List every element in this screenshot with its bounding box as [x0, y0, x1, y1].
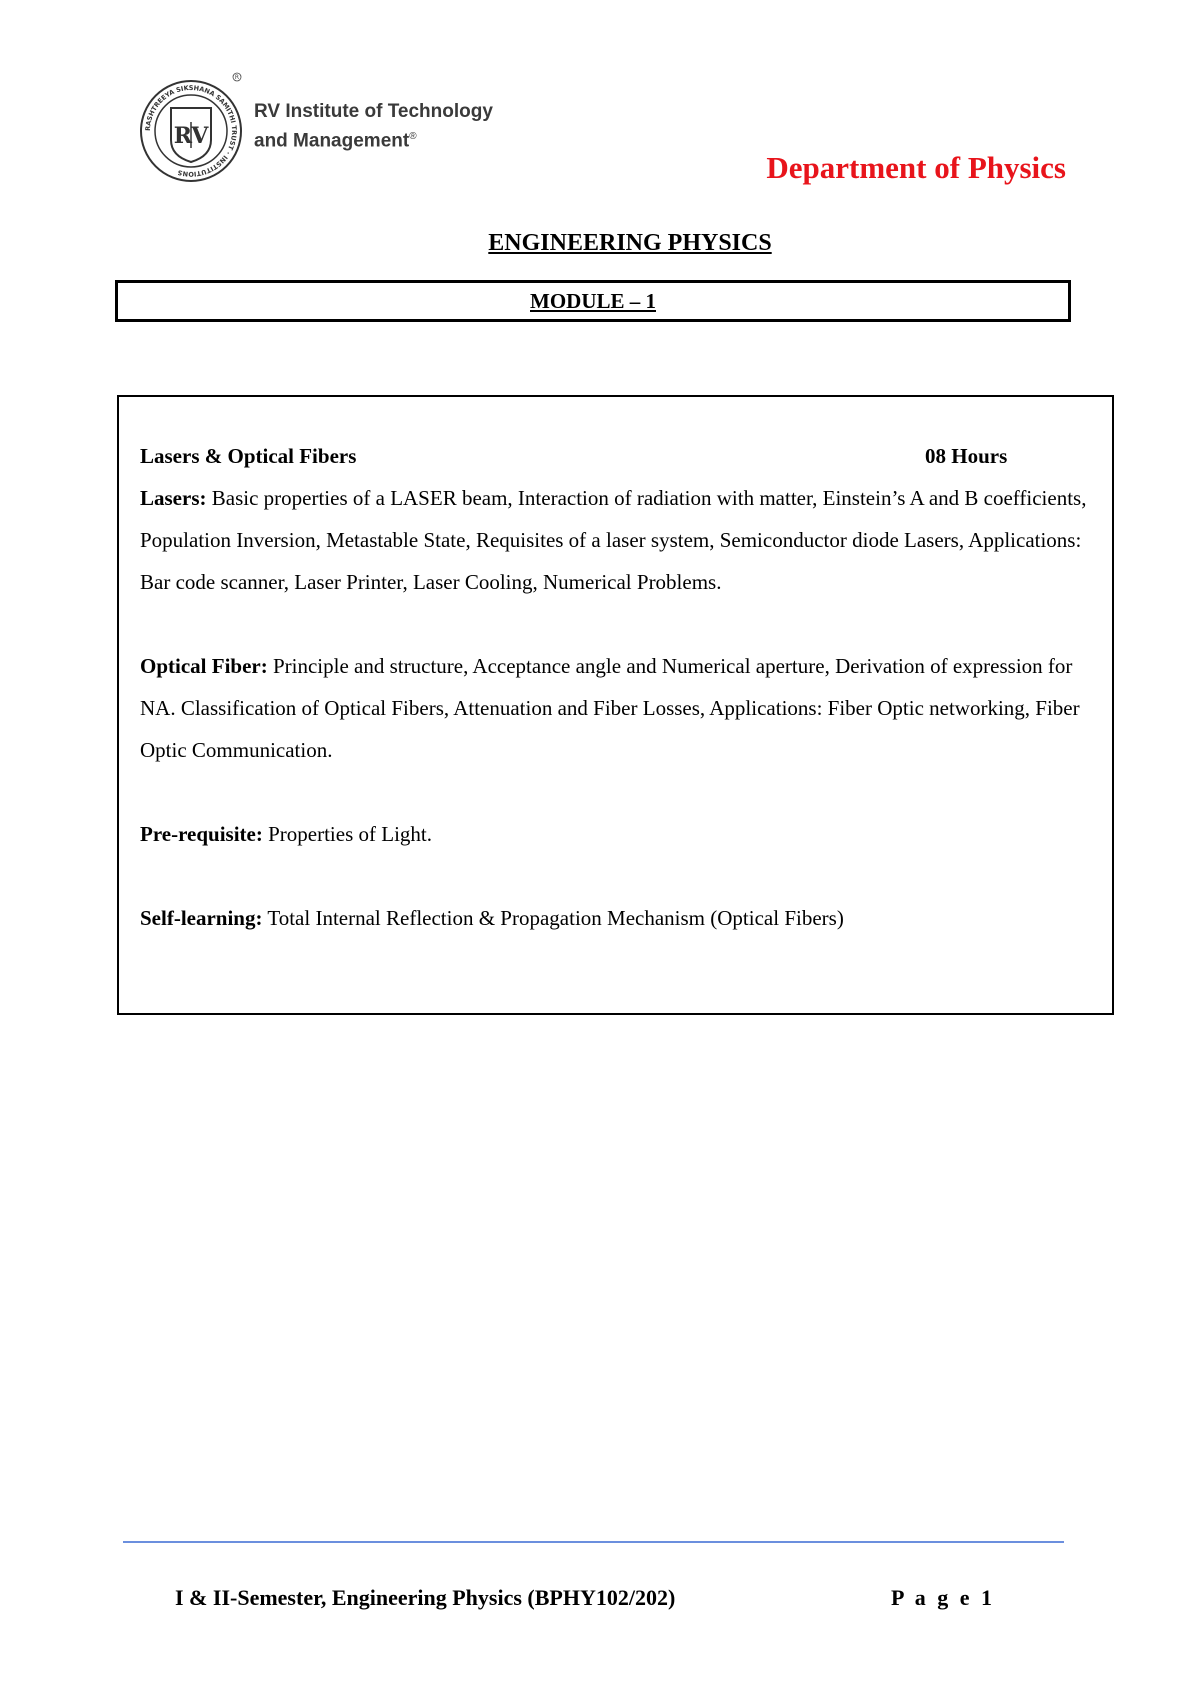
- prerequisite-paragraph: [140, 813, 1106, 855]
- institute-logo: [138, 72, 518, 182]
- self-learning-label: Self-learning:: [140, 906, 263, 930]
- registered-mark: ®: [409, 131, 417, 142]
- optical-fiber-label: Optical Fiber:: [140, 654, 268, 678]
- page-footer: [175, 1585, 995, 1611]
- lasers-label: Lasers:: [140, 486, 207, 510]
- self-learning-text: Total Internal Reflection & Propagation Mechanism (Optical Fibers): [262, 906, 844, 930]
- seal-ring-text: RASHTREEYA SIKSHANA SAMITHI TRUST · INSTITUTIONS: [143, 83, 239, 179]
- module-label: MODULE – 1: [530, 289, 656, 313]
- lasers-paragraph: [140, 477, 1106, 603]
- prerequisite-text: Properties of Light.: [262, 822, 432, 846]
- module-header-box: [115, 280, 1071, 322]
- optical-fiber-text: Principle and structure, Acceptance angle and Numerical aperture, Derivation of expression for NA. Classification of Optical Fibers, Attenuation and Fiber Losses, Applications: Fiber Optic networking, Fiber Optic Communication.: [140, 654, 1080, 762]
- institute-seal-icon: [138, 78, 244, 184]
- syllabus-box: [117, 395, 1114, 1015]
- topic-hours: 08 Hours: [925, 444, 1008, 468]
- lasers-text: Basic properties of a LASER beam, Interaction of radiation with matter, Einstein’s A and B coefficients, Population Inversion, Metastable State, Requisites of a laser system, Semiconductor diode Lasers, Applications: Bar code scanner, Laser Printer, Laser Cooling, Numerical Problems.: [140, 486, 1087, 594]
- institute-name-line2: and Management: [254, 130, 410, 152]
- institute-name: [254, 99, 493, 153]
- topic-title: Lasers & Optical Fibers: [140, 444, 357, 468]
- institute-name-line1: RV Institute of Technology: [254, 101, 493, 122]
- department-heading: Department of Physics: [766, 150, 1066, 185]
- optical-fiber-paragraph: [140, 645, 1106, 771]
- document-title: ENGINEERING PHYSICS: [488, 230, 772, 256]
- footer-course: I & II-Semester, Engineering Physics (BPHY102/202): [175, 1585, 676, 1610]
- footer-divider: [123, 1541, 1064, 1543]
- seal-monogram: RV: [173, 123, 209, 149]
- prerequisite-label: Pre-requisite:: [140, 822, 263, 846]
- registered-mark-icon: [232, 72, 242, 82]
- footer-page-number: P a g e 1: [891, 1585, 995, 1610]
- svg-text:R: R: [234, 74, 240, 81]
- topic-row: [140, 435, 1106, 477]
- self-learning-paragraph: [140, 897, 1106, 939]
